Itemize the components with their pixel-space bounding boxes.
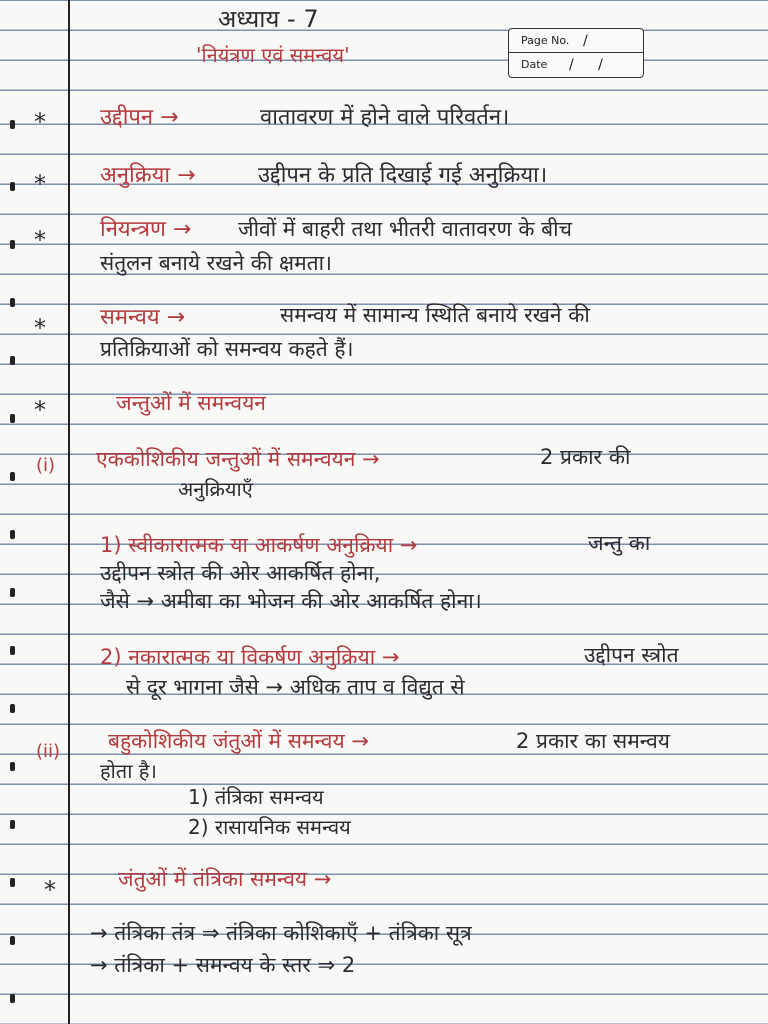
coordination-type-chemical: 2) रासायनिक समन्वय	[188, 815, 351, 839]
nervous-levels-line: → तंत्रिका + समन्वय के स्तर ⇒ 2	[90, 953, 356, 977]
binding-hole	[10, 994, 15, 1003]
binding-hole	[10, 936, 15, 945]
binding-hole	[10, 588, 15, 597]
chapter-heading: अध्याय - 7	[218, 5, 319, 33]
coordination-type-nervous: 1) तंत्रिका समन्वय	[188, 785, 324, 809]
coordination-definition-2: प्रतिक्रियाओं को समन्वय कहते हैं।	[100, 337, 354, 361]
page-date-box	[508, 28, 644, 78]
unicellular-continuation: अनुक्रियाएँ	[178, 477, 253, 501]
negative-response-tail: उद्दीपन स्त्रोत	[584, 643, 679, 667]
date-row	[509, 53, 643, 77]
negative-response-text: से दूर भागना जैसे → अधिक ताप व विद्युत से	[126, 675, 465, 699]
control-definition-2: संतुलन बनाये रखने की क्षमता।	[100, 251, 332, 275]
page-no-label: Page No.	[521, 34, 570, 47]
star-marker: *	[44, 876, 56, 904]
positive-response-term: 1) स्वीकारात्मक या आकर्षण अनुक्रिया →	[100, 533, 418, 557]
binding-hole	[10, 356, 15, 365]
multicellular-tail: 2 प्रकार का समन्वय	[516, 729, 670, 753]
animal-coordination-heading: जन्तुओं में समन्वयन	[116, 391, 266, 415]
page-no-row	[509, 29, 643, 53]
star-marker: *	[34, 108, 46, 136]
nervous-coordination-heading: जंतुओं में तंत्रिका समन्वय →	[118, 867, 332, 891]
control-term: नियन्त्रण →	[100, 217, 192, 242]
binding-hole	[10, 414, 15, 423]
negative-response-term: 2) नकारात्मक या विकर्षण अनुक्रिया →	[100, 645, 400, 669]
star-marker: *	[34, 170, 46, 198]
unicellular-term: एककोशिकीय जन्तुओं में समन्वयन →	[96, 447, 380, 471]
binding-hole	[10, 472, 15, 481]
stimulus-term: उद्दीपन →	[100, 105, 179, 130]
binding-hole	[10, 298, 15, 307]
coordination-definition-1: समन्वय में सामान्य स्थिति बनाये रखने की	[280, 303, 590, 327]
unicellular-tail: 2 प्रकार की	[540, 445, 631, 469]
multicellular-continuation: होता है।	[100, 759, 157, 783]
roman-marker-ii: (ii)	[36, 741, 61, 762]
star-marker: *	[34, 396, 46, 424]
binding-hole	[10, 646, 15, 655]
star-marker: *	[34, 226, 46, 254]
nervous-system-line: → तंत्रिका तंत्र ⇒ तंत्रिका कोशिकाएँ + तंत्रिका सूत्र	[90, 921, 472, 945]
binding-hole	[10, 762, 15, 771]
binding-hole	[10, 120, 15, 129]
positive-response-tail: जन्तु का	[588, 531, 651, 555]
stimulus-definition: वातावरण में होने वाले परिवर्तन।	[260, 105, 510, 130]
multicellular-term: बहुकोशिकीय जंतुओं में समन्वय →	[108, 729, 369, 753]
date-label: Date	[521, 58, 548, 71]
binding-hole	[10, 182, 15, 191]
chapter-title: 'नियंत्रण एवं समन्वय'	[196, 43, 350, 67]
positive-response-text-1: उद्दीपन स्त्रोत की ओर आकर्षित होना,	[100, 561, 381, 585]
binding-hole	[10, 530, 15, 539]
binding-hole	[10, 820, 15, 829]
positive-response-text-2: जैसे → अमीबा का भोजन की ओर आकर्षित होना।	[100, 589, 482, 613]
coordination-term: समन्वय →	[100, 305, 186, 330]
binding-hole	[10, 878, 15, 887]
roman-marker-i: (i)	[36, 455, 56, 476]
binding-hole	[10, 240, 15, 249]
control-definition-1: जीवों में बाहरी तथा भीतरी वातावरण के बीच	[238, 217, 572, 241]
margin-line	[68, 0, 70, 1024]
response-definition: उद्दीपन के प्रति दिखाई गई अनुक्रिया।	[258, 163, 548, 188]
response-term: अनुक्रिया →	[100, 163, 196, 188]
date-value: / /	[569, 57, 613, 73]
star-marker: *	[34, 314, 46, 342]
binding-hole	[10, 704, 15, 713]
page-no-value: /	[583, 33, 588, 49]
